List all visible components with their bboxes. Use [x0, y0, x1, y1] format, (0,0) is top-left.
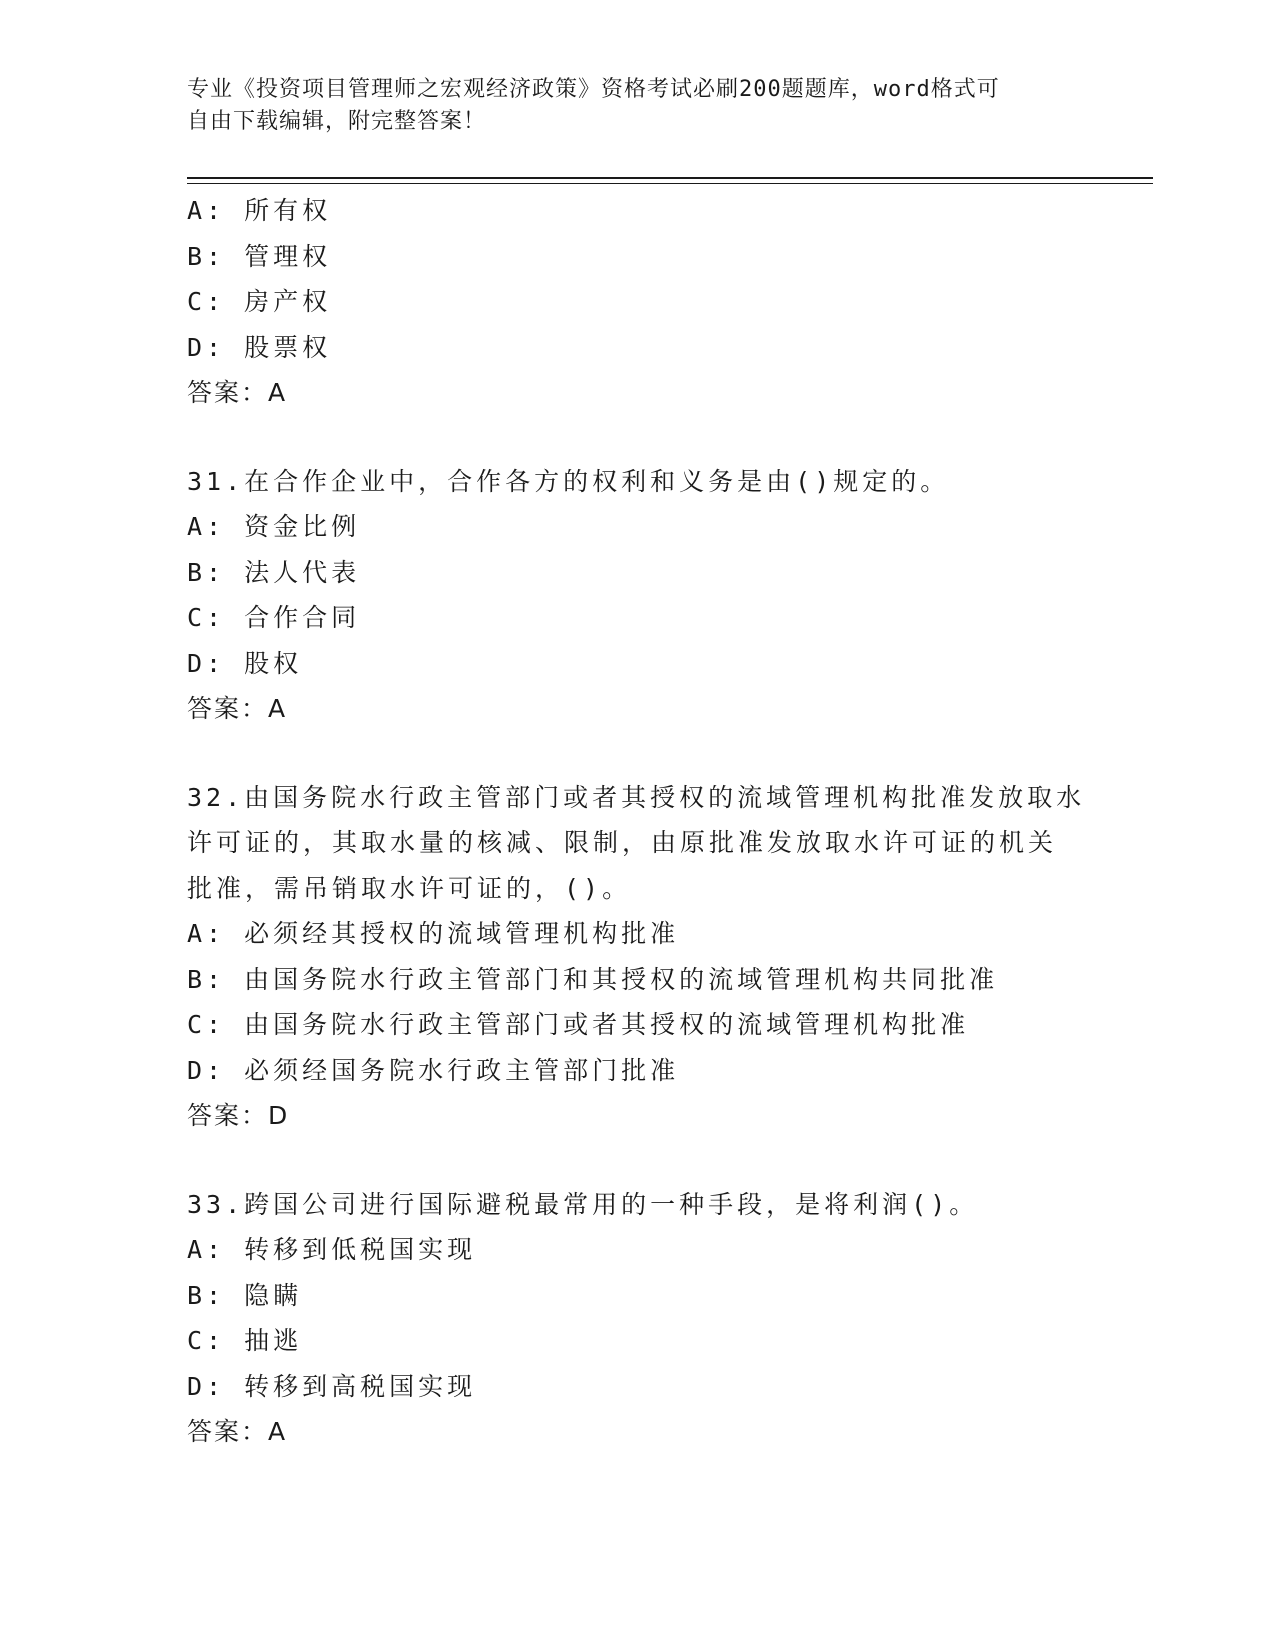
- question-block-33: [187, 1182, 1087, 1455]
- question-stem: 31.在合作企业中，合作各方的权利和义务是由()规定的。: [187, 466, 950, 496]
- question-stem: 33.跨国公司进行国际避税最常用的一种手段，是将利润()。: [187, 1189, 979, 1219]
- question-stem-line-1: 32.由国务院水行政主管部门或者其授权的流域管理机构批准发放取水: [187, 782, 1086, 812]
- option-a: A: 必须经其授权的流域管理机构批准: [187, 919, 680, 948]
- answer-line: 答案：A: [187, 694, 288, 723]
- option-d: D: 必须经国务院水行政主管部门批准: [187, 1055, 680, 1085]
- option-b: B: 管理权: [187, 241, 332, 271]
- option-a: A: 资金比例: [187, 512, 361, 541]
- option-b: B: 法人代表: [187, 557, 361, 587]
- answer-line: 答案：A: [187, 1417, 288, 1446]
- option-a: A: 转移到低税国实现: [187, 1235, 477, 1264]
- answer-line: 答案：A: [187, 378, 288, 407]
- option-b: B: 隐瞒: [187, 1280, 303, 1310]
- document-header: [187, 74, 1067, 138]
- question-stem-line-2: 许可证的，其取水量的核减、限制，由原批准发放取水许可证的机关: [187, 828, 1058, 857]
- question-list: [187, 188, 1087, 1455]
- option-b: B: 由国务院水行政主管部门和其授权的流域管理机构共同批准: [187, 964, 999, 994]
- question-stem-line-3: 批准，需吊销取水许可证的，()。: [187, 873, 632, 903]
- option-a: A: 所有权: [187, 196, 332, 225]
- question-spacer: [187, 416, 1087, 459]
- question-block-31: [187, 459, 1087, 732]
- question-spacer: [187, 1139, 1087, 1182]
- question-block-32: [187, 775, 1087, 1139]
- option-d: D: 股权: [187, 648, 303, 678]
- header-rule-bottom: [187, 183, 1153, 184]
- header-rule-top: [187, 177, 1153, 179]
- question-spacer: [187, 732, 1087, 775]
- question-block-prev: [187, 188, 1087, 416]
- answer-line: 答案：D: [187, 1101, 290, 1130]
- header-line-1: 专业《投资项目管理师之宏观经济政策》资格考试必刷200题题库，word格式可: [187, 77, 1000, 102]
- option-c: C: 由国务院水行政主管部门或者其授权的流域管理机构批准: [187, 1010, 970, 1039]
- option-c: C: 抽逃: [187, 1326, 303, 1355]
- option-c: C: 房产权: [187, 287, 332, 316]
- option-d: D: 转移到高税国实现: [187, 1371, 477, 1401]
- option-c: C: 合作合同: [187, 603, 361, 632]
- option-d: D: 股票权: [187, 332, 332, 362]
- header-line-2: 自由下载编辑，附完整答案！: [187, 109, 487, 134]
